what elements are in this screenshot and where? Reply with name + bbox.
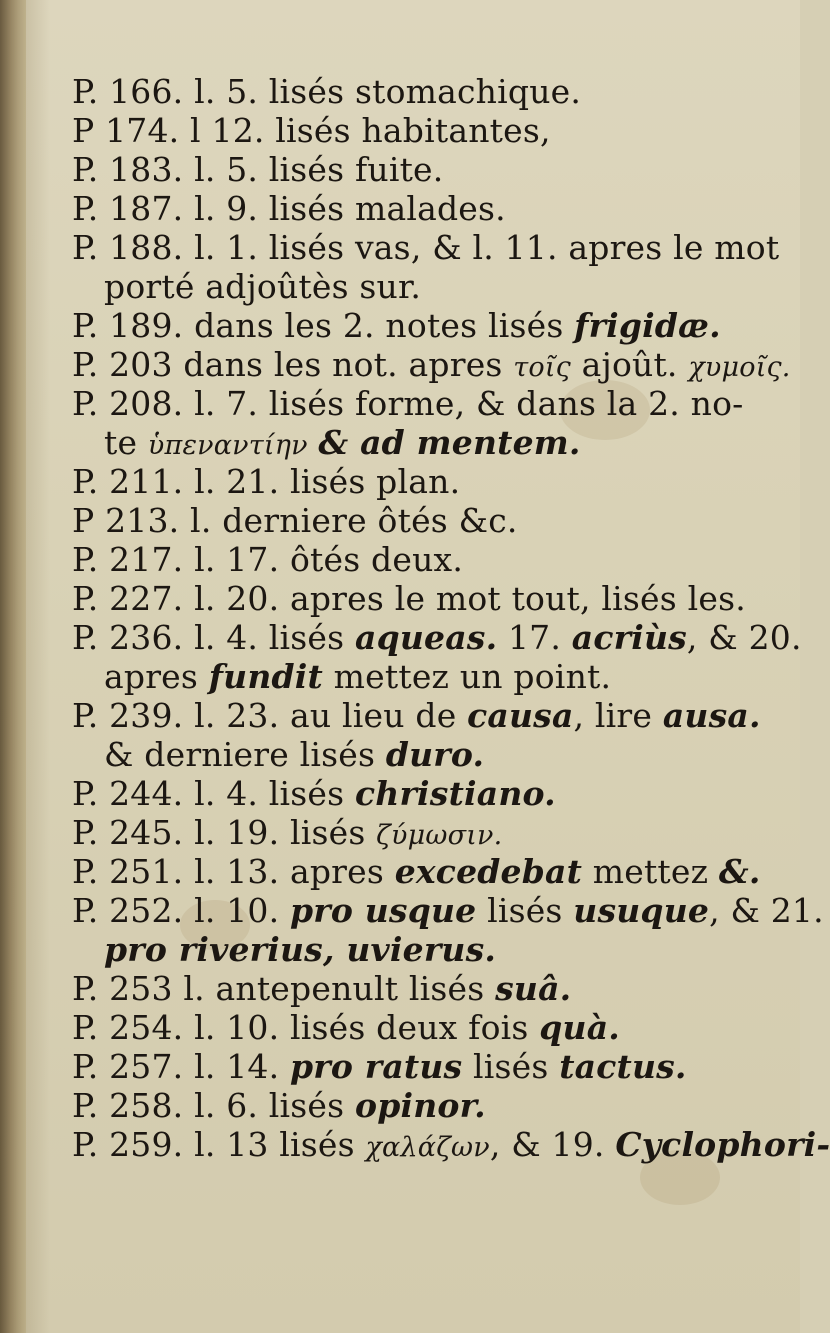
roman-text: , lire bbox=[573, 696, 663, 735]
errata-line bbox=[72, 1125, 830, 1164]
errata-line bbox=[72, 1047, 762, 1086]
roman-text: P. 189. dans les 2. notes lisés bbox=[72, 306, 575, 345]
roman-text: , & 20. bbox=[686, 618, 802, 657]
roman-text: P. 208. l. 7. lisés forme, & dans la 2. no- bbox=[72, 384, 744, 423]
italic-text: pro ratus bbox=[289, 1047, 463, 1086]
greek-text: χυμοῖς. bbox=[688, 352, 791, 383]
roman-text: P. 257. l. 14. bbox=[72, 1047, 290, 1086]
roman-text: P. 258. l. 6. lisés bbox=[72, 1086, 355, 1125]
italic-text: & ad mentem. bbox=[318, 423, 581, 462]
italic-text: ausa. bbox=[662, 696, 761, 735]
italic-text: frigidæ. bbox=[574, 306, 721, 345]
errata-line bbox=[72, 1086, 762, 1125]
italic-text: christiano. bbox=[354, 774, 556, 813]
errata-line bbox=[72, 579, 762, 618]
errata-continuation-line bbox=[72, 423, 762, 462]
roman-text: lisés bbox=[462, 1047, 560, 1086]
errata-line bbox=[72, 189, 762, 228]
roman-text: apres bbox=[104, 657, 209, 696]
errata-line bbox=[72, 501, 762, 540]
roman-text: P. 183. l. 5. lisés fuite. bbox=[72, 150, 444, 189]
errata-continuation-line bbox=[72, 657, 762, 696]
italic-text: aqueas. bbox=[354, 618, 498, 657]
roman-text: te bbox=[104, 423, 148, 462]
roman-text: P. 188. l. 1. lisés vas, & l. 11. apres le mot bbox=[72, 228, 780, 267]
errata-line bbox=[72, 111, 762, 150]
italic-text: tactus. bbox=[559, 1047, 687, 1086]
roman-text: P. 239. l. 23. au lieu de bbox=[72, 696, 468, 735]
errata-line bbox=[72, 969, 762, 1008]
italic-text: causa bbox=[467, 696, 574, 735]
errata-continuation-line bbox=[72, 930, 762, 969]
errata-line bbox=[72, 462, 762, 501]
roman-text bbox=[308, 423, 319, 462]
greek-text: τοῖς bbox=[513, 352, 571, 383]
italic-text: &. bbox=[718, 852, 761, 891]
errata-list bbox=[72, 72, 830, 1164]
italic-text: excedebat bbox=[394, 852, 583, 891]
italic-text: pro usque bbox=[289, 891, 477, 930]
errata-line bbox=[72, 150, 762, 189]
italic-text: quà. bbox=[539, 1008, 620, 1047]
roman-text: P. 227. l. 20. apres le mot tout, lisés les. bbox=[72, 579, 746, 618]
roman-text: P 174. l 12. lisés habitantes, bbox=[72, 111, 551, 150]
italic-text: pro riverius, uvierus. bbox=[104, 930, 497, 969]
errata-line bbox=[72, 228, 780, 267]
greek-text: ὑπεναντίην bbox=[147, 430, 308, 461]
roman-text: P. 259. l. 13 lisés bbox=[72, 1125, 366, 1164]
errata-continuation-line bbox=[72, 267, 762, 306]
errata-line bbox=[72, 774, 762, 813]
italic-text: suâ. bbox=[495, 969, 572, 1008]
italic-text: opinor. bbox=[354, 1086, 486, 1125]
roman-text: P. 217. l. 17. ôtés deux. bbox=[72, 540, 464, 579]
roman-text: ajoût. bbox=[570, 345, 689, 384]
roman-text: , & 19. bbox=[489, 1125, 616, 1164]
errata-line bbox=[72, 813, 762, 852]
greek-text: χαλάζων bbox=[365, 1132, 490, 1163]
italic-text: Cyclophori- bbox=[615, 1125, 830, 1164]
roman-text: P. 211. l. 21. lisés plan. bbox=[72, 462, 461, 501]
errata-line bbox=[72, 618, 802, 657]
page-gutter-shadow bbox=[0, 0, 26, 1333]
italic-text: fundit bbox=[208, 657, 323, 696]
roman-text: P. 187. l. 9. lisés malades. bbox=[72, 189, 506, 228]
greek-text: ζύμωσιν. bbox=[376, 820, 503, 851]
errata-line bbox=[72, 306, 762, 345]
errata-line bbox=[72, 696, 762, 735]
italic-text: usuque bbox=[573, 891, 710, 930]
roman-text: P. 253 l. antepenult lisés bbox=[72, 969, 496, 1008]
italic-text: acriùs bbox=[571, 618, 687, 657]
roman-text: P. 251. l. 13. apres bbox=[72, 852, 395, 891]
roman-text: & derniere lisés bbox=[104, 735, 386, 774]
roman-text: porté adjoûtès sur. bbox=[104, 267, 422, 306]
errata-line bbox=[72, 384, 762, 423]
errata-line bbox=[72, 72, 762, 111]
errata-line bbox=[72, 1008, 762, 1047]
roman-text: P. 203 dans les not. apres bbox=[72, 345, 514, 384]
roman-text: P. 254. l. 10. lisés deux fois bbox=[72, 1008, 540, 1047]
roman-text: P. 244. l. 4. lisés bbox=[72, 774, 355, 813]
roman-text: P 213. l. derniere ôtés &c. bbox=[72, 501, 518, 540]
roman-text: P. 252. l. 10. bbox=[72, 891, 290, 930]
roman-text: 17. bbox=[497, 618, 572, 657]
errata-line bbox=[72, 540, 762, 579]
roman-text: mettez un point. bbox=[322, 657, 612, 696]
italic-text: duro. bbox=[385, 735, 485, 774]
roman-text: mettez bbox=[582, 852, 719, 891]
roman-text: , & 21. bbox=[709, 891, 824, 930]
roman-text: P. 236. l. 4. lisés bbox=[72, 618, 355, 657]
roman-text: P. 245. l. 19. lisés bbox=[72, 813, 377, 852]
roman-text: lisés bbox=[476, 891, 574, 930]
roman-text: P. 166. l. 5. lisés stomachique. bbox=[72, 72, 582, 111]
errata-line bbox=[72, 852, 762, 891]
errata-line bbox=[72, 345, 791, 384]
errata-continuation-line bbox=[72, 735, 762, 774]
errata-line bbox=[72, 891, 824, 930]
